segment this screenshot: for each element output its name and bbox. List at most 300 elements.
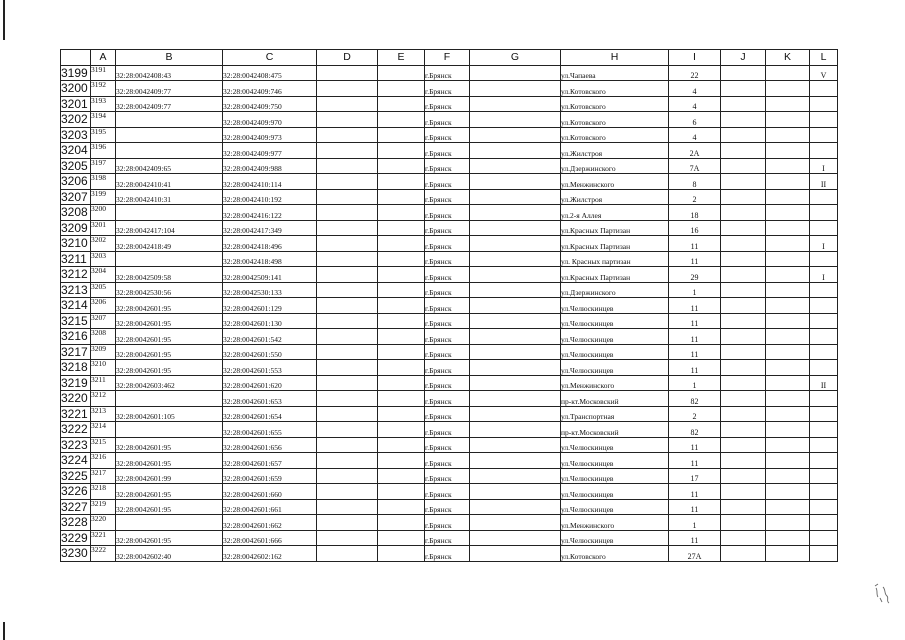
cell-c-cadastral[interactable]: 32:28:0042601:553 bbox=[223, 360, 317, 376]
cell-d[interactable] bbox=[317, 515, 378, 531]
cell-f-city[interactable]: г.Брянск bbox=[425, 453, 470, 469]
row-number[interactable]: 3209 bbox=[61, 220, 91, 236]
cell-e[interactable] bbox=[378, 406, 425, 422]
cell-b-cadastral[interactable]: 32:28:0042409:77 bbox=[116, 81, 223, 97]
cell-i-house[interactable]: 11 bbox=[669, 530, 721, 546]
cell-l[interactable] bbox=[810, 112, 838, 128]
cell-c-cadastral[interactable]: 32:28:0042409:973 bbox=[223, 127, 317, 143]
cell-e[interactable] bbox=[378, 391, 425, 407]
cell-c-cadastral[interactable]: 32:28:0042601:656 bbox=[223, 437, 317, 453]
cell-k[interactable] bbox=[766, 546, 810, 562]
cell-a[interactable]: 3204 bbox=[91, 267, 116, 283]
cell-l[interactable] bbox=[810, 313, 838, 329]
cell-h-street[interactable]: ул.Челюскинцев bbox=[561, 329, 669, 345]
cell-g[interactable] bbox=[470, 158, 561, 174]
cell-a[interactable]: 3216 bbox=[91, 453, 116, 469]
cell-b-cadastral[interactable] bbox=[116, 112, 223, 128]
cell-j[interactable] bbox=[721, 375, 766, 391]
cell-g[interactable] bbox=[470, 437, 561, 453]
cell-j[interactable] bbox=[721, 329, 766, 345]
cell-e[interactable] bbox=[378, 499, 425, 515]
cell-e[interactable] bbox=[378, 422, 425, 438]
cell-i-house[interactable]: 18 bbox=[669, 205, 721, 221]
cell-h-street[interactable]: ул.Красных Партизан bbox=[561, 220, 669, 236]
cell-f-city[interactable]: г.Брянск bbox=[425, 189, 470, 205]
cell-j[interactable] bbox=[721, 267, 766, 283]
cell-f-city[interactable]: г.Брянск bbox=[425, 127, 470, 143]
column-header-f[interactable]: F bbox=[425, 50, 470, 66]
cell-b-cadastral[interactable]: 32:28:0042601:95 bbox=[116, 530, 223, 546]
cell-k[interactable] bbox=[766, 313, 810, 329]
cell-d[interactable] bbox=[317, 127, 378, 143]
cell-k[interactable] bbox=[766, 422, 810, 438]
cell-k[interactable] bbox=[766, 484, 810, 500]
cell-k[interactable] bbox=[766, 282, 810, 298]
cell-h-street[interactable]: ул.Челюскинцев bbox=[561, 453, 669, 469]
cell-k[interactable] bbox=[766, 236, 810, 252]
cell-a[interactable]: 3212 bbox=[91, 391, 116, 407]
cell-e[interactable] bbox=[378, 65, 425, 81]
cell-g[interactable] bbox=[470, 530, 561, 546]
row-number[interactable]: 3211 bbox=[61, 251, 91, 267]
cell-d[interactable] bbox=[317, 189, 378, 205]
cell-k[interactable] bbox=[766, 143, 810, 159]
cell-d[interactable] bbox=[317, 406, 378, 422]
cell-l[interactable] bbox=[810, 530, 838, 546]
cell-f-city[interactable]: г.Брянск bbox=[425, 298, 470, 314]
cell-f-city[interactable]: г.Брянск bbox=[425, 360, 470, 376]
cell-h-street[interactable]: ул.Менжинского bbox=[561, 515, 669, 531]
cell-i-house[interactable]: 1 bbox=[669, 282, 721, 298]
cell-k[interactable] bbox=[766, 81, 810, 97]
cell-f-city[interactable]: г.Брянск bbox=[425, 112, 470, 128]
cell-e[interactable] bbox=[378, 313, 425, 329]
row-number[interactable]: 3217 bbox=[61, 344, 91, 360]
cell-h-street[interactable]: ул.Челюскинцев bbox=[561, 468, 669, 484]
cell-c-cadastral[interactable]: 32:28:0042408:475 bbox=[223, 65, 317, 81]
cell-g[interactable] bbox=[470, 406, 561, 422]
cell-b-cadastral[interactable]: 32:28:0042418:49 bbox=[116, 236, 223, 252]
cell-k[interactable] bbox=[766, 158, 810, 174]
column-header-k[interactable]: K bbox=[766, 50, 810, 66]
cell-b-cadastral[interactable]: 32:28:0042601:95 bbox=[116, 298, 223, 314]
cell-d[interactable] bbox=[317, 499, 378, 515]
cell-j[interactable] bbox=[721, 174, 766, 190]
row-number[interactable]: 3230 bbox=[61, 546, 91, 562]
cell-f-city[interactable]: г.Брянск bbox=[425, 422, 470, 438]
cell-h-street[interactable]: ул.2-я Аллея bbox=[561, 205, 669, 221]
cell-k[interactable] bbox=[766, 453, 810, 469]
cell-c-cadastral[interactable]: 32:28:0042417:349 bbox=[223, 220, 317, 236]
cell-h-street[interactable]: ул.Котовского bbox=[561, 96, 669, 112]
row-number[interactable]: 3204 bbox=[61, 143, 91, 159]
cell-l[interactable]: II bbox=[810, 174, 838, 190]
cell-l[interactable] bbox=[810, 298, 838, 314]
cell-d[interactable] bbox=[317, 484, 378, 500]
cell-e[interactable] bbox=[378, 484, 425, 500]
row-number[interactable]: 3222 bbox=[61, 422, 91, 438]
cell-j[interactable] bbox=[721, 96, 766, 112]
cell-d[interactable] bbox=[317, 174, 378, 190]
cell-e[interactable] bbox=[378, 437, 425, 453]
cell-b-cadastral[interactable] bbox=[116, 515, 223, 531]
cell-g[interactable] bbox=[470, 515, 561, 531]
cell-d[interactable] bbox=[317, 391, 378, 407]
cell-a[interactable]: 3209 bbox=[91, 344, 116, 360]
cell-c-cadastral[interactable]: 32:28:0042409:970 bbox=[223, 112, 317, 128]
cell-i-house[interactable]: 8 bbox=[669, 174, 721, 190]
row-number[interactable]: 3226 bbox=[61, 484, 91, 500]
cell-l[interactable] bbox=[810, 437, 838, 453]
cell-h-street[interactable]: ул.Котовского bbox=[561, 112, 669, 128]
cell-h-street[interactable]: ул.Дзержинского bbox=[561, 158, 669, 174]
cell-d[interactable] bbox=[317, 329, 378, 345]
cell-i-house[interactable]: 2А bbox=[669, 143, 721, 159]
row-number[interactable]: 3205 bbox=[61, 158, 91, 174]
cell-b-cadastral[interactable]: 32:28:0042410:31 bbox=[116, 189, 223, 205]
cell-l[interactable] bbox=[810, 453, 838, 469]
row-number[interactable]: 3229 bbox=[61, 530, 91, 546]
row-number[interactable]: 3203 bbox=[61, 127, 91, 143]
cell-i-house[interactable]: 2 bbox=[669, 189, 721, 205]
row-number[interactable]: 3220 bbox=[61, 391, 91, 407]
cell-f-city[interactable]: г.Брянск bbox=[425, 329, 470, 345]
cell-e[interactable] bbox=[378, 220, 425, 236]
cell-e[interactable] bbox=[378, 158, 425, 174]
cell-d[interactable] bbox=[317, 546, 378, 562]
cell-b-cadastral[interactable]: 32:28:0042601:95 bbox=[116, 499, 223, 515]
column-header-g[interactable]: G bbox=[470, 50, 561, 66]
cell-l[interactable] bbox=[810, 143, 838, 159]
cell-l[interactable] bbox=[810, 205, 838, 221]
cell-l[interactable]: II bbox=[810, 375, 838, 391]
row-number[interactable]: 3212 bbox=[61, 267, 91, 283]
cell-g[interactable] bbox=[470, 267, 561, 283]
cell-c-cadastral[interactable]: 32:28:0042602:162 bbox=[223, 546, 317, 562]
cell-d[interactable] bbox=[317, 267, 378, 283]
cell-d[interactable] bbox=[317, 205, 378, 221]
cell-c-cadastral[interactable]: 32:28:0042601:129 bbox=[223, 298, 317, 314]
cell-h-street[interactable]: ул. Красных партизан bbox=[561, 251, 669, 267]
cell-c-cadastral[interactable]: 32:28:0042409:746 bbox=[223, 81, 317, 97]
cell-d[interactable] bbox=[317, 158, 378, 174]
cell-a[interactable]: 3211 bbox=[91, 375, 116, 391]
cell-b-cadastral[interactable]: 32:28:0042530:56 bbox=[116, 282, 223, 298]
cell-c-cadastral[interactable]: 32:28:0042530:133 bbox=[223, 282, 317, 298]
cell-j[interactable] bbox=[721, 81, 766, 97]
cell-b-cadastral[interactable] bbox=[116, 205, 223, 221]
cell-g[interactable] bbox=[470, 375, 561, 391]
cell-f-city[interactable]: г.Брянск bbox=[425, 220, 470, 236]
cell-k[interactable] bbox=[766, 437, 810, 453]
cell-i-house[interactable]: 11 bbox=[669, 437, 721, 453]
cell-k[interactable] bbox=[766, 205, 810, 221]
cell-b-cadastral[interactable]: 32:28:0042417:104 bbox=[116, 220, 223, 236]
cell-j[interactable] bbox=[721, 220, 766, 236]
cell-g[interactable] bbox=[470, 546, 561, 562]
cell-b-cadastral[interactable]: 32:28:0042601:95 bbox=[116, 360, 223, 376]
cell-b-cadastral[interactable]: 32:28:0042509:58 bbox=[116, 267, 223, 283]
cell-e[interactable] bbox=[378, 96, 425, 112]
cell-j[interactable] bbox=[721, 112, 766, 128]
column-header-c[interactable]: C bbox=[223, 50, 317, 66]
cell-a[interactable]: 3221 bbox=[91, 530, 116, 546]
cell-h-street[interactable]: ул.Котовского bbox=[561, 546, 669, 562]
cell-b-cadastral[interactable] bbox=[116, 422, 223, 438]
row-number[interactable]: 3215 bbox=[61, 313, 91, 329]
cell-j[interactable] bbox=[721, 282, 766, 298]
cell-j[interactable] bbox=[721, 344, 766, 360]
cell-f-city[interactable]: г.Брянск bbox=[425, 437, 470, 453]
cell-h-street[interactable]: пр-кт.Московский bbox=[561, 391, 669, 407]
cell-l[interactable]: I bbox=[810, 236, 838, 252]
cell-g[interactable] bbox=[470, 484, 561, 500]
cell-k[interactable] bbox=[766, 267, 810, 283]
cell-i-house[interactable]: 11 bbox=[669, 499, 721, 515]
cell-d[interactable] bbox=[317, 313, 378, 329]
cell-k[interactable] bbox=[766, 391, 810, 407]
cell-b-cadastral[interactable]: 32:28:0042601:105 bbox=[116, 406, 223, 422]
cell-j[interactable] bbox=[721, 422, 766, 438]
cell-a[interactable]: 3203 bbox=[91, 251, 116, 267]
cell-c-cadastral[interactable]: 32:28:0042601:662 bbox=[223, 515, 317, 531]
cell-j[interactable] bbox=[721, 453, 766, 469]
cell-i-house[interactable]: 1 bbox=[669, 515, 721, 531]
cell-f-city[interactable]: г.Брянск bbox=[425, 468, 470, 484]
cell-h-street[interactable]: ул.Жилстроя bbox=[561, 143, 669, 159]
cell-e[interactable] bbox=[378, 530, 425, 546]
cell-j[interactable] bbox=[721, 236, 766, 252]
cell-l[interactable] bbox=[810, 282, 838, 298]
cell-k[interactable] bbox=[766, 406, 810, 422]
column-header-d[interactable]: D bbox=[317, 50, 378, 66]
cell-h-street[interactable]: ул.Челюскинцев bbox=[561, 313, 669, 329]
cell-c-cadastral[interactable]: 32:28:0042601:620 bbox=[223, 375, 317, 391]
cell-h-street[interactable]: пр-кт.Московский bbox=[561, 422, 669, 438]
cell-d[interactable] bbox=[317, 422, 378, 438]
cell-i-house[interactable]: 29 bbox=[669, 267, 721, 283]
row-number[interactable]: 3225 bbox=[61, 468, 91, 484]
cell-b-cadastral[interactable]: 32:28:0042602:40 bbox=[116, 546, 223, 562]
cell-d[interactable] bbox=[317, 143, 378, 159]
row-number[interactable]: 3219 bbox=[61, 375, 91, 391]
cell-j[interactable] bbox=[721, 313, 766, 329]
cell-g[interactable] bbox=[470, 313, 561, 329]
cell-l[interactable] bbox=[810, 468, 838, 484]
corner-header[interactable] bbox=[61, 50, 91, 66]
cell-i-house[interactable]: 11 bbox=[669, 360, 721, 376]
cell-c-cadastral[interactable]: 32:28:0042601:661 bbox=[223, 499, 317, 515]
cell-a[interactable]: 3207 bbox=[91, 313, 116, 329]
cell-i-house[interactable]: 2 bbox=[669, 406, 721, 422]
cell-b-cadastral[interactable]: 32:28:0042601:95 bbox=[116, 453, 223, 469]
cell-f-city[interactable]: г.Брянск bbox=[425, 65, 470, 81]
cell-e[interactable] bbox=[378, 251, 425, 267]
cell-j[interactable] bbox=[721, 127, 766, 143]
cell-a[interactable]: 3192 bbox=[91, 81, 116, 97]
cell-f-city[interactable]: г.Брянск bbox=[425, 530, 470, 546]
cell-h-street[interactable]: ул.Чапаева bbox=[561, 65, 669, 81]
cell-b-cadastral[interactable]: 32:28:0042601:99 bbox=[116, 468, 223, 484]
cell-k[interactable] bbox=[766, 65, 810, 81]
cell-k[interactable] bbox=[766, 375, 810, 391]
cell-d[interactable] bbox=[317, 251, 378, 267]
cell-c-cadastral[interactable]: 32:28:0042601:542 bbox=[223, 329, 317, 345]
cell-j[interactable] bbox=[721, 499, 766, 515]
cell-j[interactable] bbox=[721, 65, 766, 81]
cell-a[interactable]: 3195 bbox=[91, 127, 116, 143]
cell-j[interactable] bbox=[721, 158, 766, 174]
cell-e[interactable] bbox=[378, 81, 425, 97]
row-number[interactable]: 3216 bbox=[61, 329, 91, 345]
cell-j[interactable] bbox=[721, 406, 766, 422]
cell-l[interactable] bbox=[810, 391, 838, 407]
cell-l[interactable] bbox=[810, 422, 838, 438]
row-number[interactable]: 3227 bbox=[61, 499, 91, 515]
cell-k[interactable] bbox=[766, 96, 810, 112]
cell-f-city[interactable]: г.Брянск bbox=[425, 267, 470, 283]
cell-g[interactable] bbox=[470, 298, 561, 314]
cell-c-cadastral[interactable]: 32:28:0042601:653 bbox=[223, 391, 317, 407]
column-header-b[interactable]: B bbox=[116, 50, 223, 66]
row-number[interactable]: 3214 bbox=[61, 298, 91, 314]
cell-e[interactable] bbox=[378, 236, 425, 252]
row-number[interactable]: 3221 bbox=[61, 406, 91, 422]
cell-j[interactable] bbox=[721, 437, 766, 453]
cell-b-cadastral[interactable] bbox=[116, 251, 223, 267]
cell-c-cadastral[interactable]: 32:28:0042601:660 bbox=[223, 484, 317, 500]
cell-e[interactable] bbox=[378, 205, 425, 221]
cell-k[interactable] bbox=[766, 360, 810, 376]
cell-h-street[interactable]: ул.Челюскинцев bbox=[561, 344, 669, 360]
cell-i-house[interactable]: 7А bbox=[669, 158, 721, 174]
cell-j[interactable] bbox=[721, 391, 766, 407]
cell-h-street[interactable]: ул.Котовского bbox=[561, 81, 669, 97]
cell-g[interactable] bbox=[470, 499, 561, 515]
cell-d[interactable] bbox=[317, 344, 378, 360]
cell-a[interactable]: 3217 bbox=[91, 468, 116, 484]
cell-e[interactable] bbox=[378, 515, 425, 531]
row-number[interactable]: 3200 bbox=[61, 81, 91, 97]
row-number[interactable]: 3228 bbox=[61, 515, 91, 531]
row-number[interactable]: 3206 bbox=[61, 174, 91, 190]
row-number[interactable]: 3201 bbox=[61, 96, 91, 112]
cell-a[interactable]: 3220 bbox=[91, 515, 116, 531]
cell-a[interactable]: 3206 bbox=[91, 298, 116, 314]
cell-k[interactable] bbox=[766, 112, 810, 128]
cell-j[interactable] bbox=[721, 468, 766, 484]
cell-l[interactable] bbox=[810, 81, 838, 97]
cell-k[interactable] bbox=[766, 468, 810, 484]
row-number[interactable]: 3213 bbox=[61, 282, 91, 298]
cell-i-house[interactable]: 11 bbox=[669, 344, 721, 360]
cell-a[interactable]: 3193 bbox=[91, 96, 116, 112]
cell-b-cadastral[interactable] bbox=[116, 143, 223, 159]
cell-g[interactable] bbox=[470, 344, 561, 360]
cell-a[interactable]: 3218 bbox=[91, 484, 116, 500]
cell-g[interactable] bbox=[470, 236, 561, 252]
column-header-a[interactable]: A bbox=[91, 50, 116, 66]
cell-c-cadastral[interactable]: 32:28:0042418:498 bbox=[223, 251, 317, 267]
cell-a[interactable]: 3200 bbox=[91, 205, 116, 221]
cell-c-cadastral[interactable]: 32:28:0042409:977 bbox=[223, 143, 317, 159]
cell-k[interactable] bbox=[766, 530, 810, 546]
cell-j[interactable] bbox=[721, 205, 766, 221]
cell-c-cadastral[interactable]: 32:28:0042418:496 bbox=[223, 236, 317, 252]
cell-h-street[interactable]: ул.Котовского bbox=[561, 127, 669, 143]
cell-b-cadastral[interactable]: 32:28:0042601:95 bbox=[116, 313, 223, 329]
cell-f-city[interactable]: г.Брянск bbox=[425, 158, 470, 174]
cell-i-house[interactable]: 82 bbox=[669, 422, 721, 438]
row-number[interactable]: 3207 bbox=[61, 189, 91, 205]
cell-f-city[interactable]: г.Брянск bbox=[425, 282, 470, 298]
cell-a[interactable]: 3198 bbox=[91, 174, 116, 190]
cell-f-city[interactable]: г.Брянск bbox=[425, 499, 470, 515]
cell-g[interactable] bbox=[470, 453, 561, 469]
column-header-e[interactable]: E bbox=[378, 50, 425, 66]
cell-a[interactable]: 3213 bbox=[91, 406, 116, 422]
cell-c-cadastral[interactable]: 32:28:0042409:750 bbox=[223, 96, 317, 112]
cell-e[interactable] bbox=[378, 174, 425, 190]
cell-j[interactable] bbox=[721, 360, 766, 376]
cell-h-street[interactable]: ул.Менжинского bbox=[561, 375, 669, 391]
cell-e[interactable] bbox=[378, 546, 425, 562]
cell-g[interactable] bbox=[470, 96, 561, 112]
cell-l[interactable] bbox=[810, 127, 838, 143]
cell-f-city[interactable]: г.Брянск bbox=[425, 174, 470, 190]
cell-k[interactable] bbox=[766, 220, 810, 236]
cell-j[interactable] bbox=[721, 484, 766, 500]
cell-f-city[interactable]: г.Брянск bbox=[425, 236, 470, 252]
cell-g[interactable] bbox=[470, 127, 561, 143]
cell-a[interactable]: 3222 bbox=[91, 546, 116, 562]
cell-l[interactable]: I bbox=[810, 158, 838, 174]
cell-f-city[interactable]: г.Брянск bbox=[425, 251, 470, 267]
cell-b-cadastral[interactable]: 32:28:0042603:462 bbox=[116, 375, 223, 391]
cell-c-cadastral[interactable]: 32:28:0042601:666 bbox=[223, 530, 317, 546]
cell-c-cadastral[interactable]: 32:28:0042410:114 bbox=[223, 174, 317, 190]
cell-e[interactable] bbox=[378, 267, 425, 283]
cell-e[interactable] bbox=[378, 143, 425, 159]
cell-l[interactable]: I bbox=[810, 267, 838, 283]
cell-g[interactable] bbox=[470, 360, 561, 376]
cell-k[interactable] bbox=[766, 329, 810, 345]
cell-l[interactable] bbox=[810, 189, 838, 205]
cell-a[interactable]: 3215 bbox=[91, 437, 116, 453]
cell-a[interactable]: 3205 bbox=[91, 282, 116, 298]
cell-j[interactable] bbox=[721, 530, 766, 546]
cell-e[interactable] bbox=[378, 329, 425, 345]
cell-f-city[interactable]: г.Брянск bbox=[425, 344, 470, 360]
cell-g[interactable] bbox=[470, 174, 561, 190]
cell-c-cadastral[interactable]: 32:28:0042601:654 bbox=[223, 406, 317, 422]
cell-f-city[interactable]: г.Брянск bbox=[425, 313, 470, 329]
cell-i-house[interactable]: 1 bbox=[669, 375, 721, 391]
cell-l[interactable] bbox=[810, 499, 838, 515]
cell-k[interactable] bbox=[766, 298, 810, 314]
cell-a[interactable]: 3208 bbox=[91, 329, 116, 345]
cell-l[interactable] bbox=[810, 251, 838, 267]
cell-l[interactable] bbox=[810, 360, 838, 376]
cell-h-street[interactable]: ул.Красных Партизан bbox=[561, 267, 669, 283]
cell-i-house[interactable]: 17 bbox=[669, 468, 721, 484]
cell-b-cadastral[interactable] bbox=[116, 127, 223, 143]
cell-g[interactable] bbox=[470, 329, 561, 345]
cell-l[interactable] bbox=[810, 484, 838, 500]
cell-h-street[interactable]: ул.Менжинского bbox=[561, 174, 669, 190]
cell-g[interactable] bbox=[470, 251, 561, 267]
cell-i-house[interactable]: 11 bbox=[669, 329, 721, 345]
